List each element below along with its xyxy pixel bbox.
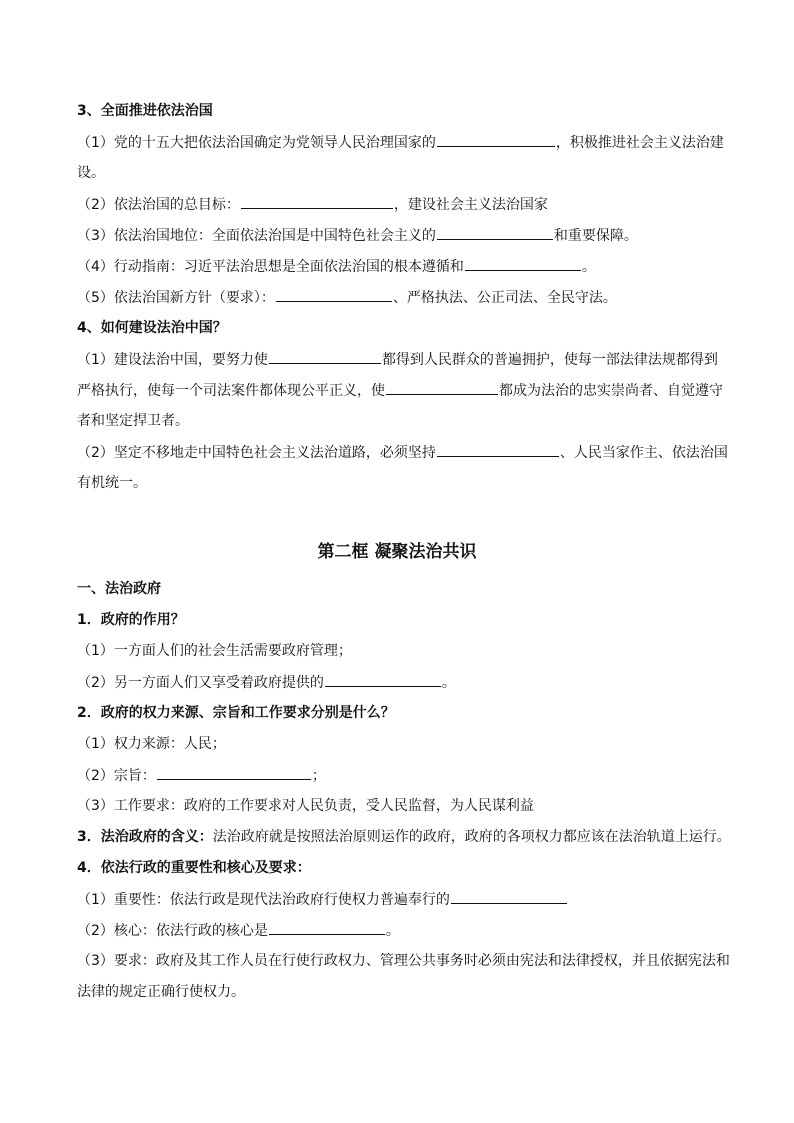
item-text: （3）依法治国地位：全面依法治国是中国特色社会主义的 (77, 228, 436, 244)
part-1-s2-item-3: （3）工作要求：政府的工作要求对人民负责，受人民监督，为人民谋利益 (77, 798, 534, 814)
fill-blank[interactable] (241, 194, 393, 209)
part-1-s1-item-2 (77, 672, 734, 693)
item-text: ，积极推进社会主义法治建 (555, 135, 724, 151)
section-4-item-2 (77, 442, 734, 463)
part-1-s4-item-3: （3）要求：政府及其工作人员在行使行政权力、管理公共事务时必须由宪法和法律授权，并且依据宪法和 (77, 953, 730, 969)
item-text: （4）行动指南：习近平法治思想是全面依法治国的根本遵循和 (77, 259, 464, 275)
item-text: （1）建设法治中国，要努力使 (77, 352, 268, 368)
section-3-heading: 3、全面推进依法治国 (77, 103, 213, 119)
fill-blank[interactable] (451, 889, 567, 904)
fill-blank[interactable] (437, 442, 559, 457)
part-1-s3 (77, 827, 734, 847)
item-text: 严格执行，使每一个司法案件都体现公平正义，使 (77, 383, 385, 399)
fill-blank[interactable] (269, 920, 385, 935)
item-text: 和重要保障。 (553, 228, 638, 244)
section-3-item-2 (77, 194, 734, 215)
section-4-heading: 4、如何建设法治中国？ (77, 320, 227, 336)
section-4-item-1 (77, 349, 734, 370)
fill-blank[interactable] (269, 349, 381, 364)
item-text: ，建设社会主义法治国家 (393, 197, 548, 213)
item-text: （2）坚定不移地走中国特色社会主义法治道路，必须坚持 (77, 445, 436, 461)
fill-blank[interactable] (325, 672, 441, 687)
item-text: 都得到人民群众的普遍拥护，使每一部法律法规都得到 (381, 352, 718, 368)
item-label: 3．法治政府的含义： (77, 829, 213, 845)
item-text: 。 (441, 675, 456, 691)
part-1-s2-item-1: （1）权力来源：人民； (77, 736, 226, 752)
item-text: 都成为法治的忠实崇尚者、自觉遵守 (499, 383, 723, 399)
section-4-item-1-cont (77, 380, 734, 401)
section-3-item-3 (77, 225, 734, 246)
item-text: （5）依法治国新方针（要求）： (77, 290, 275, 306)
item-text: （1）党的十五大把依法治国确定为党领导人民治理国家的 (77, 135, 436, 151)
frame-title: 第二框 凝聚法治共识 (317, 542, 477, 562)
section-4-item-1-cont2: 者和坚定捍卫者。 (77, 413, 189, 429)
section-3-item-5 (77, 287, 734, 308)
item-text: （2）核心：依法行政的核心是 (77, 923, 268, 939)
part-1-s4-item-3-cont: 法律的规定正确行使权力。 (77, 984, 245, 1000)
section-3-item-1 (77, 132, 734, 153)
fill-blank[interactable] (465, 256, 581, 271)
item-text: （2）宗旨： (77, 768, 156, 784)
item-text: ； (311, 768, 326, 784)
item-text: （1）重要性：依法行政是现代法治政府行使权力普遍奉行的 (77, 892, 450, 908)
item-text: 、严格执法、公正司法、全民守法。 (392, 290, 617, 306)
item-text: 。 (581, 259, 596, 275)
section-3-item-4 (77, 256, 734, 277)
part-1-s1-item-1: （1）一方面人们的社会生活需要政府管理； (77, 643, 352, 659)
fill-blank[interactable] (276, 287, 392, 302)
part-1-s2-heading: 2．政府的权力来源、宗旨和工作要求分别是什么？ (77, 705, 395, 721)
item-text: （2）依法治国的总目标： (77, 197, 240, 213)
item-text: 。 (385, 923, 400, 939)
part-1-s2-item-2 (77, 765, 734, 786)
part-1-s4-heading: 4．依法行政的重要性和核心及要求： (77, 860, 311, 876)
item-text: 法治政府就是按照法治原则运作的政府，政府的各项权力都应该在法治轨道上运行。 (212, 829, 731, 845)
fill-blank[interactable] (157, 765, 311, 780)
item-text: （2）另一方面人们又享受着政府提供的 (77, 675, 324, 691)
part-1-s4-item-2 (77, 920, 734, 941)
fill-blank[interactable] (437, 132, 555, 147)
item-text: 、人民当家作主、依法治国 (559, 445, 728, 461)
part-1-s4-item-1 (77, 889, 734, 910)
part-1-s1-heading: 1．政府的作用？ (77, 612, 185, 628)
fill-blank[interactable] (437, 225, 553, 240)
fill-blank[interactable] (386, 380, 498, 395)
section-3-item-1-cont: 设。 (77, 165, 105, 181)
section-4-item-2-cont: 有机统一。 (77, 475, 147, 491)
part-1-heading: 一、法治政府 (77, 581, 161, 597)
